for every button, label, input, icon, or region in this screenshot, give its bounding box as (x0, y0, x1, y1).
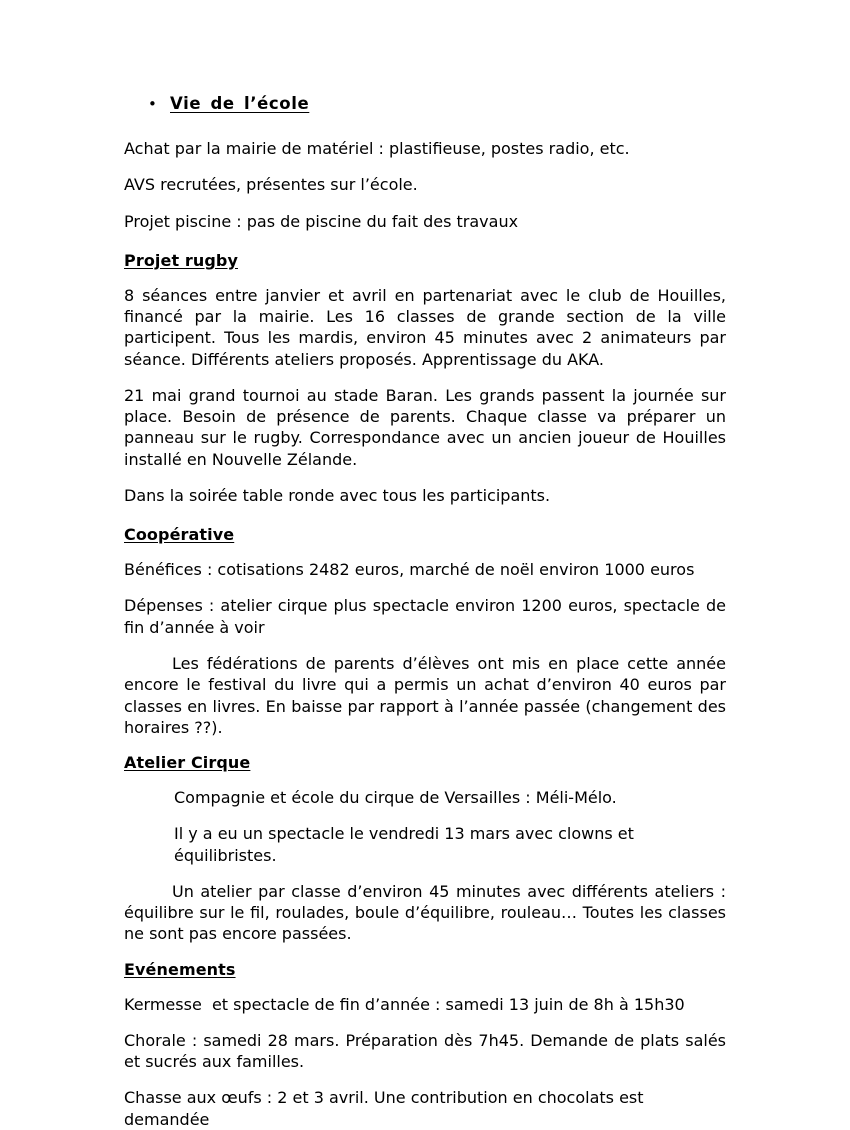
spacer (124, 232, 726, 251)
bullet-icon: • (148, 95, 157, 113)
paragraph: Dans la soirée table ronde avec tous les participants. (124, 485, 551, 505)
spacer (124, 808, 726, 823)
spacer (124, 470, 726, 485)
spacer (124, 370, 726, 385)
spacer (124, 1072, 726, 1087)
spacer (124, 1015, 726, 1030)
spacer (124, 159, 726, 174)
paragraph: Il y a eu un spectacle le vendredi 13 mars avec clowns et équilibristes. (174, 824, 639, 865)
spacer (124, 866, 726, 881)
paragraph: Achat par la mairie de matériel : plastifieuse, postes radio, etc. (124, 139, 630, 158)
section-heading-vie-de-lecole (124, 94, 726, 113)
section-heading-projet-rugby: Projet rugby (124, 250, 238, 270)
paragraph: Les fédérations de parents d’élèves ont mis en place cette année encore le festival du livre qui a permis un achat d’environ 40 euros par classes en livres. En baisse par rapport à l’année passée (changement des horaires ??). (124, 653, 732, 737)
spacer (124, 580, 726, 595)
spacer (124, 506, 726, 525)
section-heading-cooperative: Coopérative (124, 525, 235, 545)
section-heading-atelier-cirque: Atelier Cirque (124, 753, 251, 773)
spacer (124, 544, 726, 559)
paragraph: Un atelier par classe d’environ 45 minutes avec différents ateliers : équilibre sur le fil, roulades, boule d’équilibre, rouleau… Toutes les classes ne sont pas encore passées. (124, 881, 732, 944)
paragraph: Kermesse et spectacle de fin d’année : samedi 13 juin de 8h à 15h30 (124, 994, 685, 1014)
spacer (124, 772, 726, 787)
heading-text: Vie de l’école (170, 94, 310, 113)
spacer (124, 127, 726, 138)
spacer (124, 270, 726, 285)
paragraph: 21 mai grand tournoi au stade Baran. Les grands passent la journée sur place. Besoin de présence de parents. Chaque classe va préparer un panneau sur le rugby. Correspondance avec un ancien joueur de Houilles installé en Nouvelle Zélande. (124, 385, 732, 469)
spacer (124, 979, 726, 994)
paragraph: Dépenses : atelier cirque plus spectacle environ 1200 euros, spectacle de fin d’année à voir (124, 596, 732, 637)
spacer (124, 738, 726, 753)
spacer (124, 196, 726, 211)
document-body (124, 94, 732, 1130)
spacer (124, 945, 726, 960)
paragraph: Chasse aux œufs : 2 et 3 avril. Une contribution en chocolats est demandée (124, 1088, 649, 1129)
paragraph: Compagnie et école du cirque de Versailles : Méli-Mélo. (174, 788, 617, 808)
paragraph: Chorale : samedi 28 mars. Préparation dès 7h45. Demande de plats salés et sucrés aux familles. (124, 1030, 732, 1072)
paragraph: AVS recrutées, présentes sur l’école. (124, 175, 418, 195)
spacer (124, 638, 726, 653)
paragraph: Bénéfices : cotisations 2482 euros, marché de noël environ 1000 euros (124, 560, 695, 580)
section-heading-evenements: Evénements (124, 959, 236, 979)
paragraph: 8 séances entre janvier et avril en partenariat avec le club de Houilles, financé par la mairie. Les 16 classes de grande section de la ville participent. Tous les mardis, environ 45 minutes avec 2 animateurs par séance. Différents ateliers proposés. Apprentissage du AKA. (124, 285, 732, 369)
paragraph: Projet piscine : pas de piscine du fait des travaux (124, 211, 519, 231)
